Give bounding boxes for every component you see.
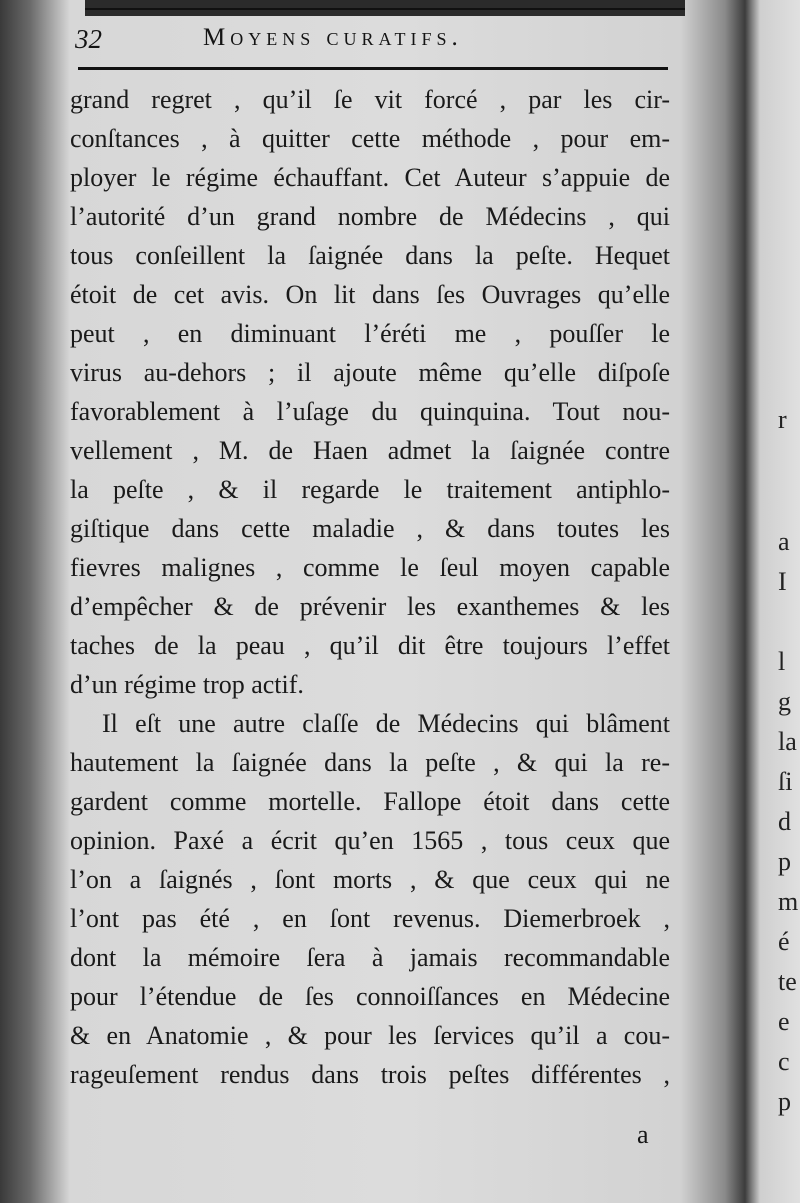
text-line: peut , en diminuant l’éréti me , pouſſer le [70,319,670,348]
page-header [75,24,675,64]
facing-page-fragment: te [778,967,797,996]
body-text [70,80,670,1094]
text-line: d’empêcher & de prévenir les exanthemes & les [70,592,670,621]
facing-page-fragment: g [778,687,791,716]
facing-page-fragment: m [778,887,799,916]
facing-page-fragment: p [778,847,791,876]
facing-page-fragment: a [778,527,790,556]
signature-mark: a [637,1120,649,1149]
text-line: rageuſement rendus dans trois peſtes différentes , [70,1060,670,1089]
text-line: pour l’étendue de ſes connoiſſances en Médecine [70,982,670,1011]
text-line: étoit de cet avis. On lit dans ſes Ouvrages qu’elle [70,280,670,309]
text-line: gardent comme mortelle. Fallope étoit dans cette [70,787,670,816]
facing-page-fragment: d [778,807,791,836]
header-rule [78,67,668,70]
text-line: hautement la ſaignée dans la peſte , & qui la re- [70,748,670,777]
text-line: taches de la peau , qu’il dit être toujours l’effet [70,631,670,660]
page-top-edge [85,0,685,16]
facing-page-fragment: e [778,1007,790,1036]
paragraph-start-line: Il eſt une autre claſſe de Médecins qui blâment [102,709,670,738]
facing-page-fragment: la [778,727,797,756]
facing-page-fragment: I [778,567,787,596]
text-line: virus au-dehors ; il ajoute même qu’elle diſpoſe [70,358,670,387]
facing-page-fragment: ſi [778,767,793,796]
text-line: opinion. Paxé a écrit qu’en 1565 , tous ceux que [70,826,670,855]
facing-page-fragment: l [778,647,786,676]
text-line: tous conſeillent la ſaignée dans la peſte. Hequet [70,241,670,270]
text-line: & en Anatomie , & pour les ſervices qu’il a cou- [70,1021,670,1050]
text-line: conſtances , à quitter cette méthode , pour em- [70,124,670,153]
text-line: grand regret , qu’il ſe vit forcé , par les cir- [70,85,670,114]
text-line: la peſte , & il regarde le traitement antiphlo- [70,475,670,504]
text-line: vellement , M. de Haen admet la ſaignée contre [70,436,670,465]
text-line: l’on a ſaignés , ſont morts , & que ceux qui ne [70,865,670,894]
text-line: ployer le régime échauffant. Cet Auteur s’appuie de [70,163,670,192]
facing-page-fragment: é [778,927,790,956]
text-line: l’ont pas été , en ſont revenus. Diemerbroek , [70,904,670,933]
text-line: l’autorité d’un grand nombre de Médecins , qui [70,202,670,231]
paragraph-end-line: d’un régime trop actif. [70,670,304,699]
text-line: fievres malignes , comme le ſeul moyen capable [70,553,670,582]
running-title: Moyens curatifs. [203,24,463,51]
page-number: 32 [75,24,102,54]
text-line: dont la mémoire ſera à jamais recommandable [70,943,670,972]
facing-page-fragment: r [778,405,787,434]
facing-page-fragment: c [778,1047,790,1076]
text-line: favorablement à l’uſage du quinquina. Tout nou- [70,397,670,426]
text-line: giſtique dans cette maladie , & dans toutes les [70,514,670,543]
facing-page-fragment: p [778,1087,791,1116]
facing-page-edge [778,0,800,1203]
